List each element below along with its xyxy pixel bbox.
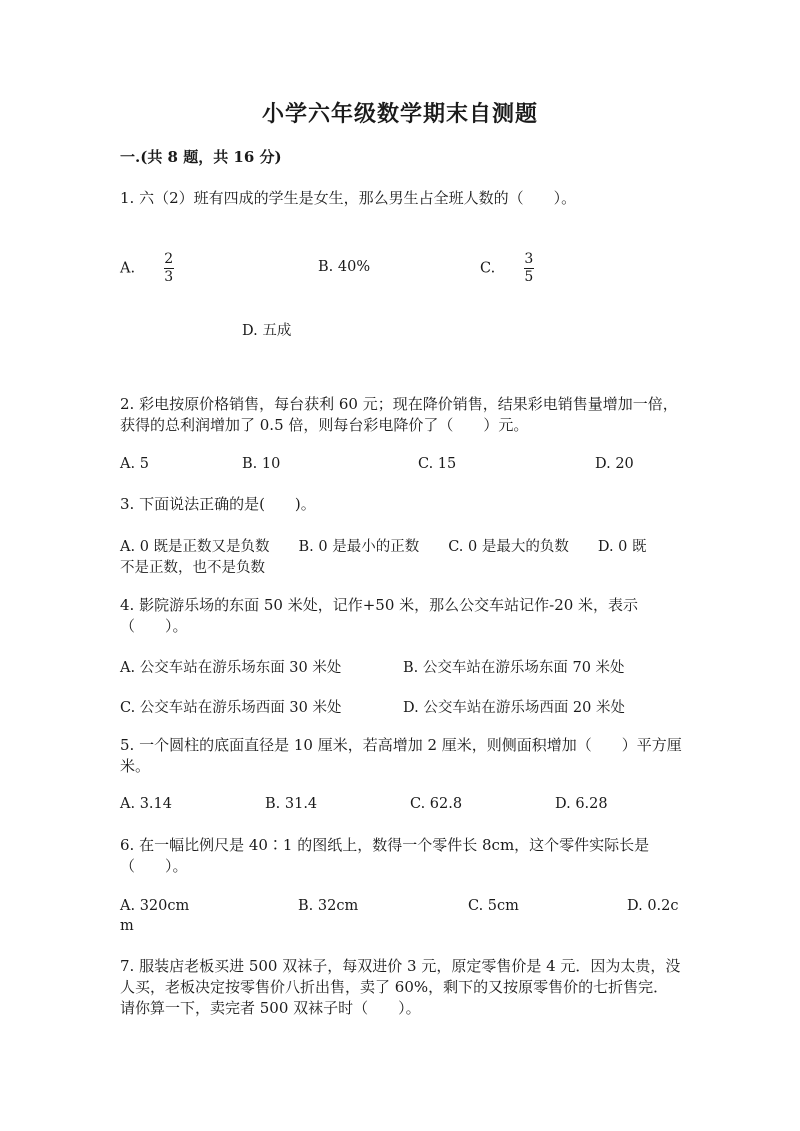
q4-option-d: D. 公交车站在游乐场西面 20 米处 — [403, 700, 625, 716]
q1-option-b: B. 40% — [318, 259, 371, 275]
q5-option-c: C. 62.8 — [410, 796, 463, 812]
q6-option-wrap: m — [120, 918, 134, 934]
q2-option-a: A. 5 — [120, 456, 149, 472]
denominator: 5 — [524, 269, 534, 285]
question-2: 2. 彩电按原价格销售，每台获利 60 元；现在降价销售，结果彩电销售量增加一倍，获得的总利润增加了 0.5 倍，则每台彩电降价了（ ）元。 — [120, 395, 678, 434]
denominator: 3 — [164, 269, 174, 285]
q5-option-b: B. 31.4 — [265, 796, 318, 812]
option-label: A. — [120, 260, 136, 277]
numerator: 3 — [524, 251, 534, 267]
q5-option-d: D. 6.28 — [555, 796, 608, 812]
q2-option-d: D. 20 — [595, 456, 634, 472]
question-7: 7. 服装店老板买进 500 双袜子，每双进价 3 元，原定零售价是 4 元．因为太贵，没人买，老板决定按零售价八折出售，卖了 60%，剩下的又按原零售价的七折售完．请你算一下，卖完者 500 双袜子时（ ）。 — [120, 957, 681, 1017]
question-5: 5. 一个圆柱的底面直径是 10 厘米，若高增加 2 厘米，则侧面积增加（ ）平方厘米。 — [120, 736, 682, 775]
section-heading: 一.(共 8 题，共 16 分) — [120, 148, 282, 166]
q1-option-d: D. 五成 — [242, 323, 292, 339]
page-title: 小学六年级数学期末自测题 — [261, 101, 538, 127]
q6-option-c: C. 5cm — [468, 898, 519, 914]
question-3: 3. 下面说法正确的是( )。 — [120, 495, 316, 513]
fraction — [524, 252, 534, 285]
fraction — [164, 252, 174, 285]
option-label: C. — [480, 260, 496, 277]
q4-option-c: C. 公交车站在游乐场西面 30 米处 — [120, 700, 342, 716]
q3-options-line2: 不是正数，也不是负数 — [120, 560, 265, 576]
q2-option-c: C. 15 — [418, 456, 457, 472]
q2-option-b: B. 10 — [242, 456, 281, 472]
question-4: 4. 影院游乐场的东面 50 米处，记作+50 米，那么公交车站记作-20 米，表示（ ）。 — [120, 596, 639, 635]
q5-option-a: A. 3.14 — [120, 796, 172, 812]
q1-option-c — [480, 252, 534, 285]
q6-option-d: D. 0.2c — [627, 898, 679, 914]
question-6: 6. 在一幅比例尺是 40∶1 的图纸上，数得一个零件长 8cm，这个零件实际长是（ ）。 — [120, 836, 650, 875]
q1-option-a — [120, 252, 174, 285]
q4-option-b: B. 公交车站在游乐场东面 70 米处 — [403, 660, 625, 676]
q3-options-line1: A. 0 既是正数又是负数 B. 0 是最小的正数 C. 0 是最大的负数 D. 0 既 — [120, 539, 647, 555]
q6-option-a: A. 320cm — [120, 898, 190, 914]
q4-option-a: A. 公交车站在游乐场东面 30 米处 — [120, 660, 342, 676]
numerator: 2 — [164, 251, 174, 267]
question-1: 1. 六（2）班有四成的学生是女生，那么男生占全班人数的（ ）。 — [120, 189, 577, 207]
q6-option-b: B. 32cm — [298, 898, 359, 914]
